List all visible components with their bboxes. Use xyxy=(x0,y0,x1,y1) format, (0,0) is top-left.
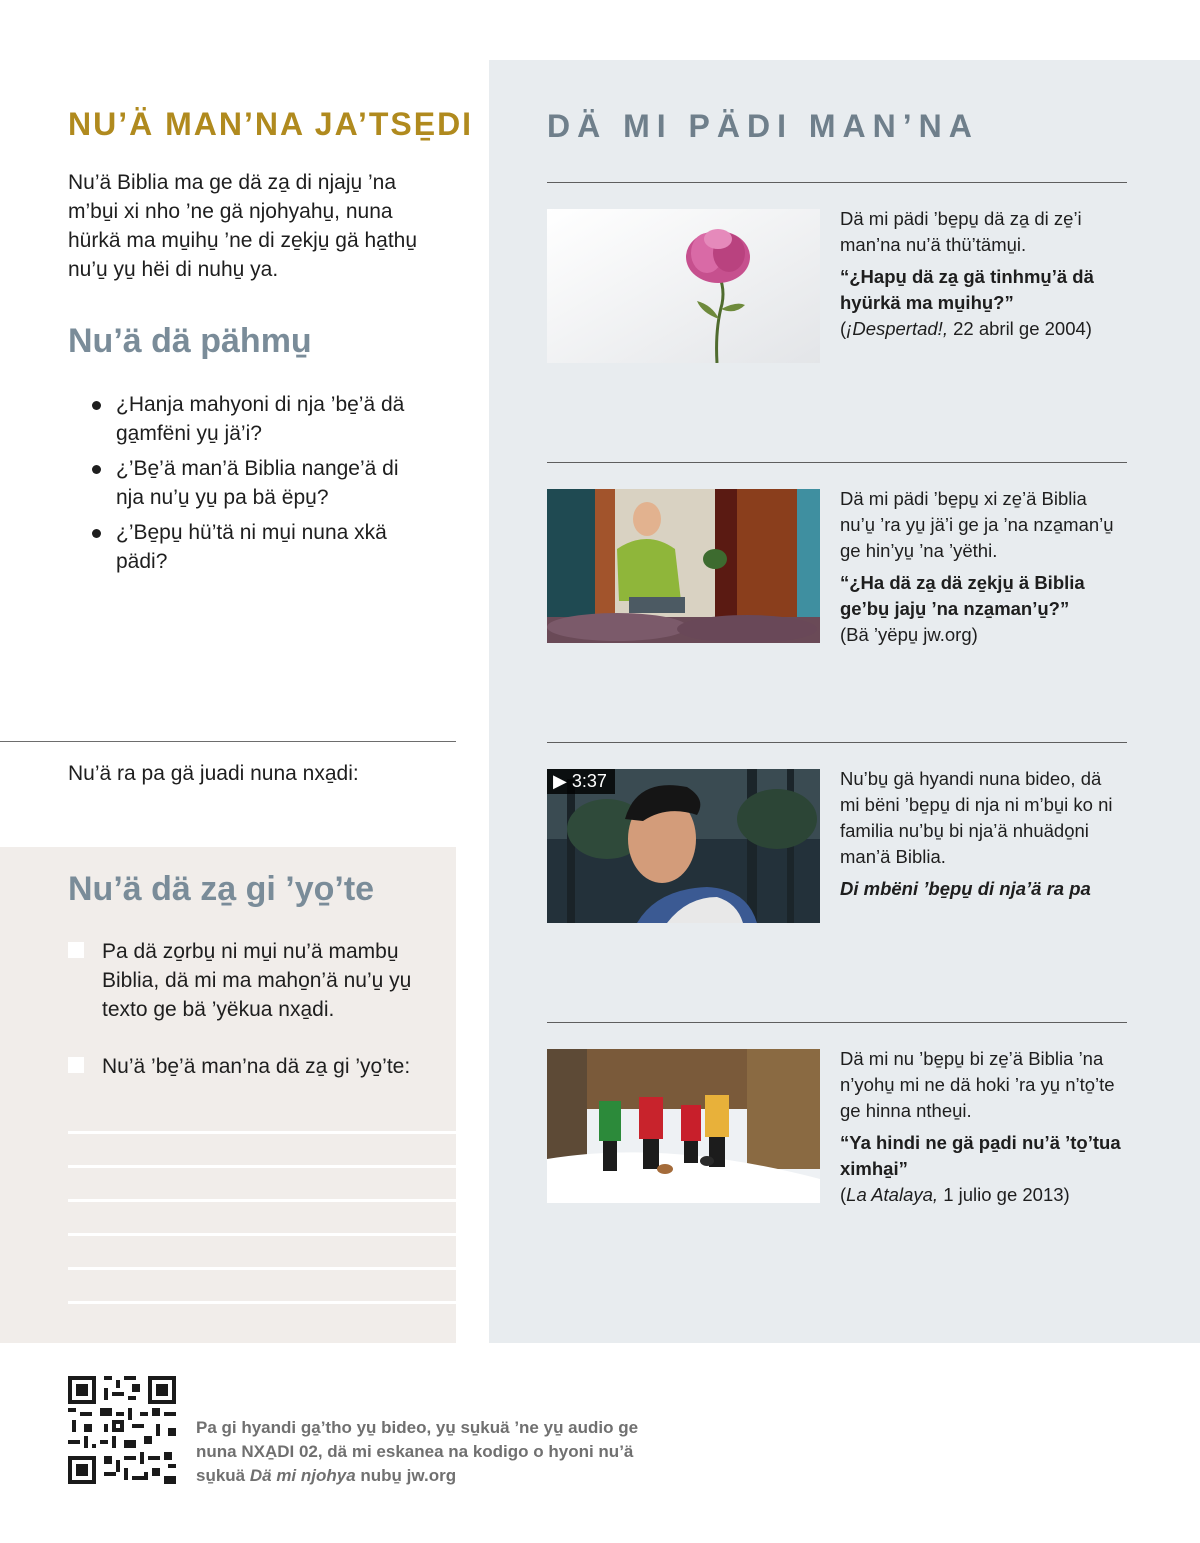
publication-name: Dä mi njohya xyxy=(249,1466,356,1485)
summary-title: NU’Ä MAN’NA JA’TSE̱DI xyxy=(68,106,474,142)
divider xyxy=(547,1022,1127,1023)
summary-text: Nu’ä Biblia ma ge dä za̱ di njaju̱ ’na m’bu̱i xi nho ’ne gä njohyahu̱, nuna hürkä ma mu̱ihu̱ ’ne di ze̱kju̱ gä ha̱thu̱ nu’u̱ yu̱ hëi di nuhu̱ ya. xyxy=(68,171,418,281)
resource-source: (Bä ’yëpu̱ jw.org) xyxy=(840,624,978,645)
resource-title-link[interactable]: “¿Ha dä za̱ dä ze̱kju̱ ä Biblia ge’bu̱ jaju̱ ’na nza̱man’u̱?” xyxy=(840,572,1085,619)
man-in-forest-video-icon[interactable] xyxy=(547,769,820,923)
goal-item xyxy=(68,937,438,1024)
review-title: Nu’ä dä pähmu̱ xyxy=(68,322,312,360)
footer-note: Pa gi hyandi ga̱’tho yu̱ bideo, yu̱ su̱kuä ’ne yu̱ audio ge nuna NXA̱DI 02, dä mi eskanea na kodigo o hyoni nu’ä su̱kuä Dä mi njohya nubu̱ jw.org xyxy=(196,1418,639,1485)
qr-code-icon[interactable] xyxy=(68,1376,176,1489)
flower-photo-icon[interactable] xyxy=(547,209,820,363)
review-question-list xyxy=(92,390,432,582)
writing-line[interactable] xyxy=(68,1233,456,1236)
goals-title: Nu’ä dä za̱ gi ’yo̱’te xyxy=(68,870,375,908)
resource-title-link[interactable]: “¿Hapu̱ dä za̱ gä tinhmu̱’ä dä hyürkä ma mu̱ihu̱?” xyxy=(840,266,1094,313)
divider xyxy=(547,742,1127,743)
resource-description: Nu’bu̱ gä hyandi nuna bideo, dä mi bëni ’be̱pu̱ di nja ni m’bu̱i ko ni familia nu’bu̱ bi nja’ä nhuädo̱ni man’ä Biblia. xyxy=(840,768,1113,867)
resource-description: Dä mi pädi ’be̱pu̱ dä za̱ di ze̱’i man’na nu’ä thü’tämu̱i. xyxy=(840,208,1082,255)
discover-title: DÄ MI PÄDI MAN’NA xyxy=(547,108,979,144)
video-duration: ▶ 3:37 xyxy=(547,769,615,794)
writing-line[interactable] xyxy=(68,1199,456,1202)
goal-text: Nu’ä ’be̱’ä man’na dä za̱ gi ’yo̱’te: xyxy=(102,1055,411,1078)
review-question: ¿’Be̱pu̱ hü’tä ni mu̱i nuna xkä pädi? xyxy=(92,518,432,576)
next-lesson-label: Nu’ä ra pa gä juadi nuna nxa̱di: xyxy=(68,762,359,785)
resource-description: Dä mi pädi ’be̱pu̱ xi ze̱’ä Biblia nu’u̱ ’ra yu̱ jä’i ge ja ’na nza̱man’u̱ ge hin’yu̱ ’na ’yëthi. xyxy=(840,488,1114,561)
writing-line[interactable] xyxy=(68,1165,456,1168)
divider xyxy=(0,741,456,742)
goal-checkbox[interactable] xyxy=(68,942,84,958)
resource-item xyxy=(840,766,1125,902)
resource-description: Dä mi nu ’be̱pu̱ bi ze̱’ä Biblia ’na n’yohu̱ mi ne dä hoki ’ra yu̱ n’to̱’te ge hinna ntheu̱i. xyxy=(840,1048,1115,1121)
man-in-window-photo-icon[interactable] xyxy=(547,489,820,643)
goal-text: Pa dä zo̱rbu̱ ni mu̱i nu’ä mambu̱ Biblia, dä mi ma maho̱n’ä nu’u̱ yu̱ texto ge bä ’yëkua nxa̱di. xyxy=(102,940,412,1021)
writing-line[interactable] xyxy=(68,1301,456,1304)
resource-title-link[interactable]: “Ya hindi ne gä pa̱di nu’ä ’to̱’tua ximha̱i” xyxy=(840,1132,1121,1179)
writing-line[interactable] xyxy=(68,1131,456,1134)
goal-item xyxy=(68,1052,438,1081)
resource-item xyxy=(840,206,1125,342)
resource-title-link[interactable]: Di mbëni ’be̱pu̱ di nja’ä ra pa xyxy=(840,878,1091,899)
goal-checkbox[interactable] xyxy=(68,1057,84,1073)
resource-item xyxy=(840,486,1125,648)
divider xyxy=(547,462,1127,463)
review-question: ¿’Be̱’ä man’ä Biblia nange’ä di nja nu’u̱ yu̱ pa bä ëpu̱? xyxy=(92,454,432,512)
divider xyxy=(547,182,1127,183)
resource-item xyxy=(840,1046,1125,1208)
writing-line[interactable] xyxy=(68,1267,456,1270)
resource-source: (¡Despertad!, 22 abril ge 2004) xyxy=(840,318,1092,339)
family-walking-snow-photo-icon[interactable] xyxy=(547,1049,820,1203)
review-question: ¿Hanja mahyoni di nja ’be̱’ä dä ga̱mfëni yu̱ jä’i? xyxy=(92,390,432,448)
resource-source: (La Atalaya, 1 julio ge 2013) xyxy=(840,1184,1070,1205)
